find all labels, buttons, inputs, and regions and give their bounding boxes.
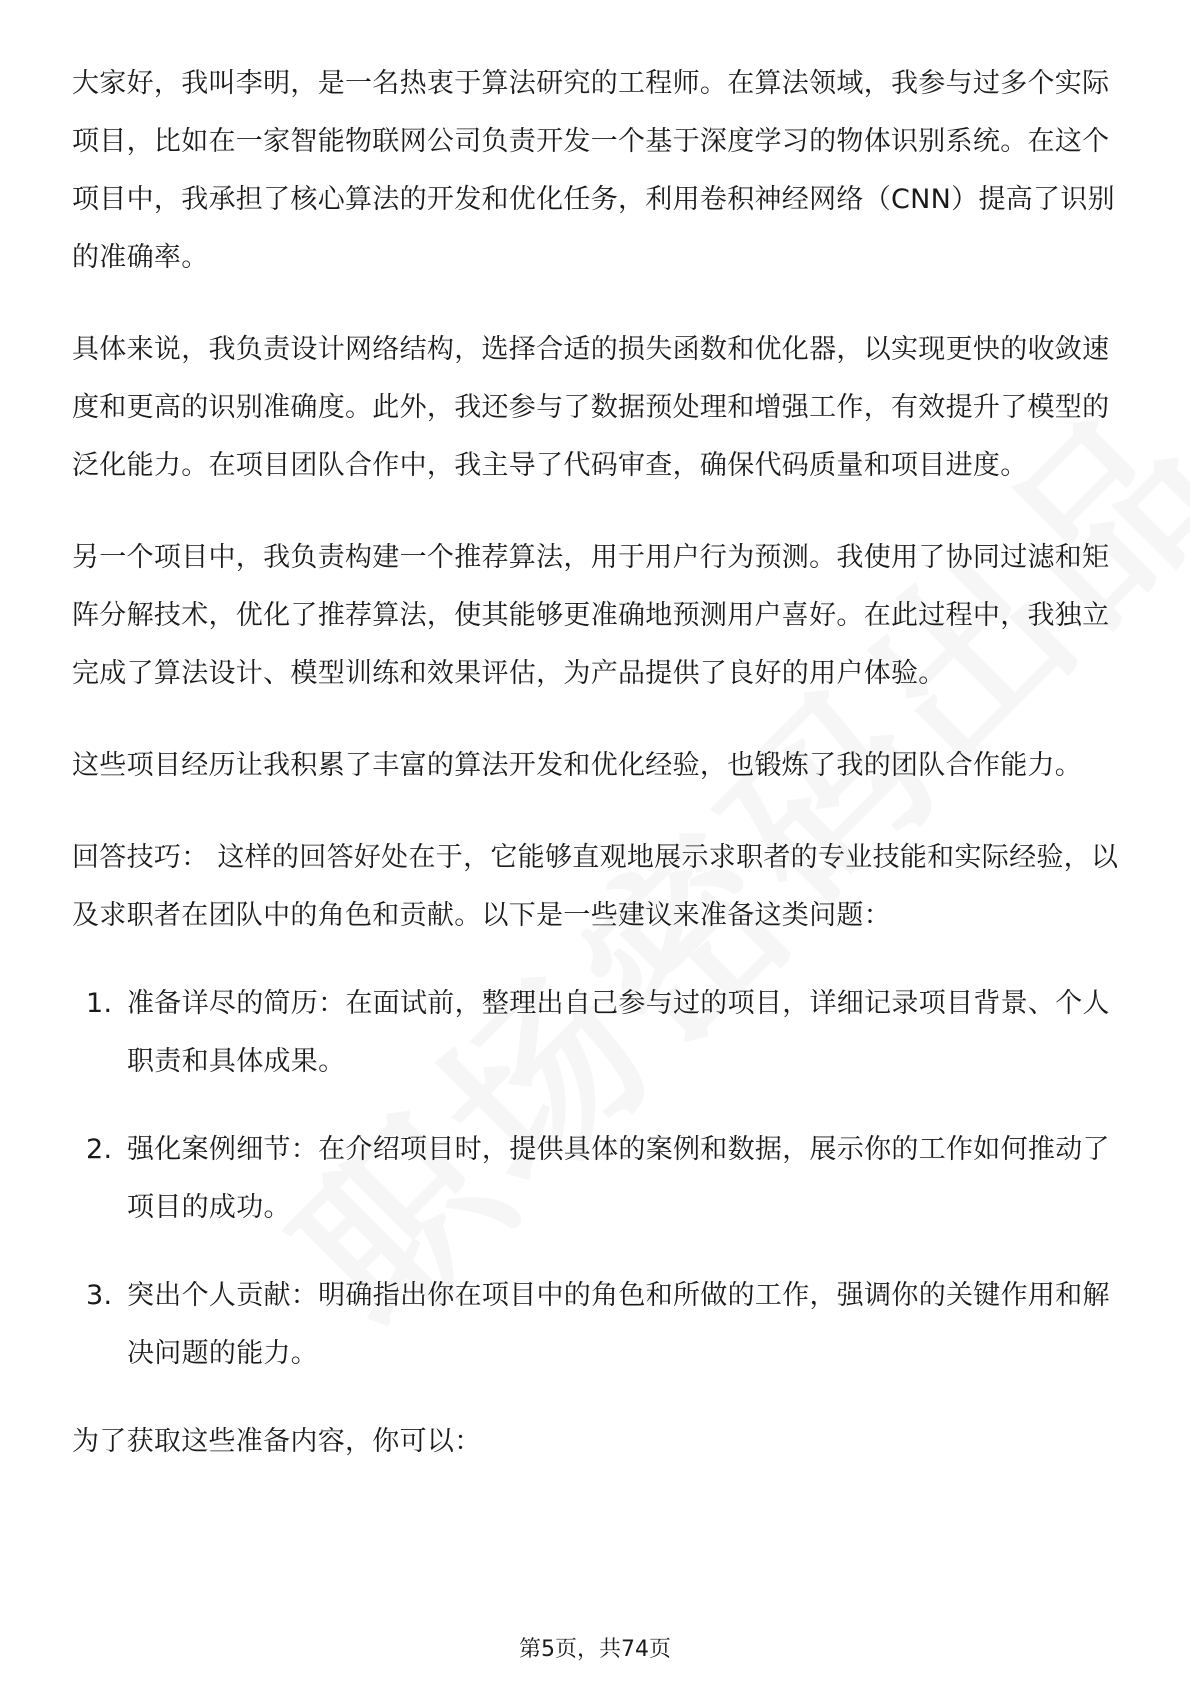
tips-list — [72, 975, 1122, 1383]
paragraph-intro: 大家好，我叫李明，是一名热衷于算法研究的工程师。在算法领域，我参与过多个实际项目，比如在一家智能物联网公司负责开发一个基于深度学习的物体识别系统。在这个项目中，我承担了核心算法的开发和优化任务，利用卷积神经网络（CNN）提高了识别的准确率。 — [72, 68, 1115, 273]
list-item-text: 突出个人贡献：明确指出你在项目中的角色和所做的工作，强调你的关键作用和解决问题的能力。 — [127, 1280, 1110, 1369]
page-content — [72, 55, 1122, 1505]
paragraph-second-project: 另一个项目中，我负责构建一个推荐算法，用于用户行为预测。我使用了协同过滤和矩阵分解技术，优化了推荐算法，使其能够更准确地预测用户喜好。在此过程中，我独立完成了算法设计、模型训练和效果评估，为产品提供了良好的用户体验。 — [72, 542, 1110, 689]
list-item-text: 准备详尽的简历：在面试前，整理出自己参与过的项目，详细记录项目背景、个人职责和具体成果。 — [127, 988, 1110, 1077]
list-item — [72, 1121, 1122, 1237]
paragraph-closing: 为了获取这些准备内容，你可以： — [72, 1426, 482, 1457]
list-item — [72, 1267, 1122, 1383]
paragraph-summary: 这些项目经历让我积累了丰富的算法开发和优化经验，也锻炼了我的团队合作能力。 — [72, 750, 1083, 781]
paragraph-details: 具体来说，我负责设计网络结构，选择合适的损失函数和优化器，以实现更快的收敛速度和更高的识别准确度。此外，我还参与了数据预处理和增强工作，有效提升了模型的泛化能力。在项目团队合作中，我主导了代码审查，确保代码质量和项目进度。 — [72, 334, 1110, 481]
list-item-text: 强化案例细节：在介绍项目时，提供具体的案例和数据，展示你的工作如何推动了项目的成功。 — [127, 1134, 1110, 1223]
list-item — [72, 975, 1122, 1091]
list-number: 3. — [86, 1280, 113, 1311]
paragraph-answer-tips: 回答技巧： 这样的回答好处在于，它能够直观地展示求职者的专业技能和实际经验，以及求职者在团队中的角色和贡献。以下是一些建议来准备这类问题： — [72, 842, 1119, 931]
list-number: 2. — [86, 1134, 113, 1165]
page-footer: 第5页，共74页 — [519, 1637, 671, 1662]
list-number: 1. — [86, 988, 113, 1019]
